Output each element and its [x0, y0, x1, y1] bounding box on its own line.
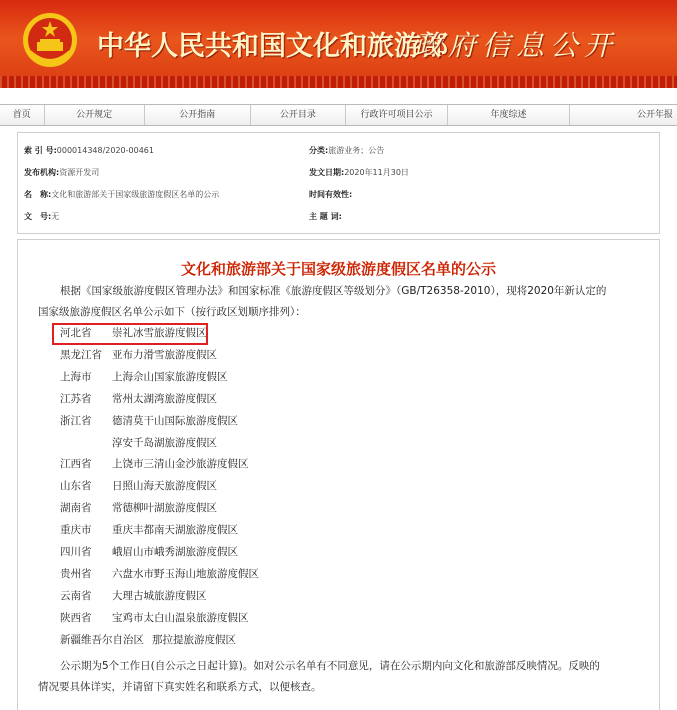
- resort-entry: [60, 544, 238, 559]
- resort-entry: [60, 369, 228, 384]
- nav-disclosure-catalog[interactable]: 公开目录: [251, 105, 346, 125]
- resort-name: 重庆丰都南天湖旅游度假区: [112, 524, 238, 537]
- resort-province: 黑龙江省: [60, 348, 102, 361]
- resort-province: 江西省: [60, 458, 92, 471]
- top-navigation: [0, 104, 677, 126]
- nav-annual-summary[interactable]: 年度综述: [448, 105, 570, 125]
- article-content: [17, 239, 660, 710]
- resort-province: 重庆市: [60, 524, 92, 537]
- resort-province: 浙江省: [60, 414, 92, 427]
- resort-name: 那拉提旅游度假区: [152, 633, 236, 646]
- meta-category-value: 旅游业务；公告: [328, 146, 385, 155]
- meta-org-label: 发布机构:: [24, 168, 60, 177]
- document-metadata-box: [17, 132, 660, 234]
- resort-province: 新疆维吾尔自治区: [60, 633, 144, 646]
- resort-name: 大理古城旅游度假区: [112, 589, 207, 602]
- meta-org: [24, 167, 99, 178]
- resort-name: 上海佘山国家旅游度假区: [112, 370, 228, 383]
- resort-name: 崇礼冰雪旅游度假区: [112, 327, 207, 339]
- meta-name-value: 文化和旅游部关于国家级旅游度假区名单的公示: [51, 190, 220, 199]
- resort-name: 上饶市三清山金沙旅游度假区: [112, 458, 249, 471]
- meta-validity: [309, 189, 352, 200]
- resort-name: 日照山海天旅游度假区: [112, 480, 217, 493]
- meta-index: [24, 145, 154, 156]
- resort-name: 常德柳叶湖旅游度假区: [112, 502, 217, 515]
- resort-name: 常州太湖湾旅游度假区: [112, 392, 217, 405]
- nav-permit-items[interactable]: 行政许可项目公示: [346, 105, 448, 125]
- nav-disclosure-rules[interactable]: 公开规定: [45, 105, 145, 125]
- resort-province: 陕西省: [60, 611, 92, 624]
- highlight-box: [52, 323, 208, 345]
- resort-name: 峨眉山市峨秀湖旅游度假区: [112, 546, 238, 558]
- resort-entry: [60, 632, 236, 647]
- resort-name: 六盘水市野玉海山地旅游度假区: [112, 567, 259, 580]
- meta-docno: [24, 211, 59, 222]
- site-subtitle: 政府信息公开: [414, 29, 619, 62]
- resort-province: 河北省: [60, 327, 92, 339]
- resort-entry: [60, 456, 249, 471]
- intro-line-2: 国家级旅游度假区名单公示如下（按行政区划顺序排列）：: [38, 306, 306, 318]
- nav-annual-report[interactable]: 公开年报: [637, 110, 674, 120]
- meta-category-label: 分类:: [309, 146, 329, 155]
- resort-entry: [60, 347, 217, 362]
- meta-docno-label: 文 号:: [24, 212, 52, 221]
- closing-line-2: 情况要具体详实，并请留下真实姓名和联系方式，以便核查。: [38, 681, 322, 693]
- resort-province: 云南省: [60, 589, 92, 602]
- nav-disclosure-guide[interactable]: 公开指南: [145, 105, 251, 125]
- resort-entry: [60, 413, 238, 428]
- meta-category: [309, 145, 384, 156]
- site-title: 中华人民共和国文化和旅游部: [97, 31, 448, 62]
- resort-name: 亚布力滑雪旅游度假区: [112, 348, 217, 361]
- resort-entry: [60, 566, 259, 581]
- resort-name: 宝鸡市太白山温泉旅游度假区: [112, 611, 249, 624]
- meta-date-value: 2020年11月30日: [344, 168, 409, 177]
- resort-province: 山东省: [60, 480, 92, 493]
- meta-org-value: 资源开发司: [59, 168, 100, 177]
- resort-entry: [60, 610, 249, 625]
- national-emblem-icon: [22, 12, 78, 68]
- meta-index-value: 000014348/2020-00461: [56, 146, 154, 155]
- resort-entry: [60, 478, 217, 493]
- meta-name: [24, 189, 219, 200]
- resort-province: 贵州省: [60, 567, 92, 580]
- meta-date: [309, 167, 409, 178]
- resort-entry: [60, 588, 207, 603]
- resort-province: 江苏省: [60, 392, 92, 405]
- resort-province: 湖南省: [60, 502, 92, 515]
- resort-entry: [60, 435, 217, 450]
- resort-name: 淳安千岛湖旅游度假区: [112, 436, 217, 449]
- resort-entry: [60, 391, 217, 406]
- meta-index-label: 索 引 号:: [24, 146, 57, 155]
- resort-name: 德清莫干山国际旅游度假区: [112, 414, 238, 427]
- meta-subject: [309, 211, 342, 222]
- nav-home[interactable]: 首页: [0, 105, 45, 125]
- resort-entry: [60, 522, 238, 537]
- resort-province: 上海市: [60, 370, 92, 383]
- article-title: 文化和旅游部关于国家级旅游度假区名单的公示: [180, 260, 496, 278]
- closing-line-1: 公示期为5个工作日(自公示之日起计算)。如对公示名单有不同意见，请在公示期内向文化和旅游部反映情况。反映的: [60, 660, 600, 672]
- banner-pattern-band: [0, 76, 677, 88]
- meta-validity-label: 时间有效性:: [309, 190, 353, 199]
- header-banner: [0, 0, 677, 88]
- meta-docno-value: 无: [51, 212, 60, 221]
- meta-name-label: 名 称:: [24, 190, 52, 199]
- intro-line-1: 根据《国家级旅游度假区管理办法》和国家标准《旅游度假区等级划分》（GB/T26358-2010），现将2020年新认定的: [60, 285, 607, 297]
- meta-date-label: 发文日期:: [309, 168, 345, 177]
- meta-subject-label: 主 题 词:: [309, 212, 342, 221]
- resort-entry: [60, 500, 217, 515]
- resort-province: 四川省: [60, 546, 92, 558]
